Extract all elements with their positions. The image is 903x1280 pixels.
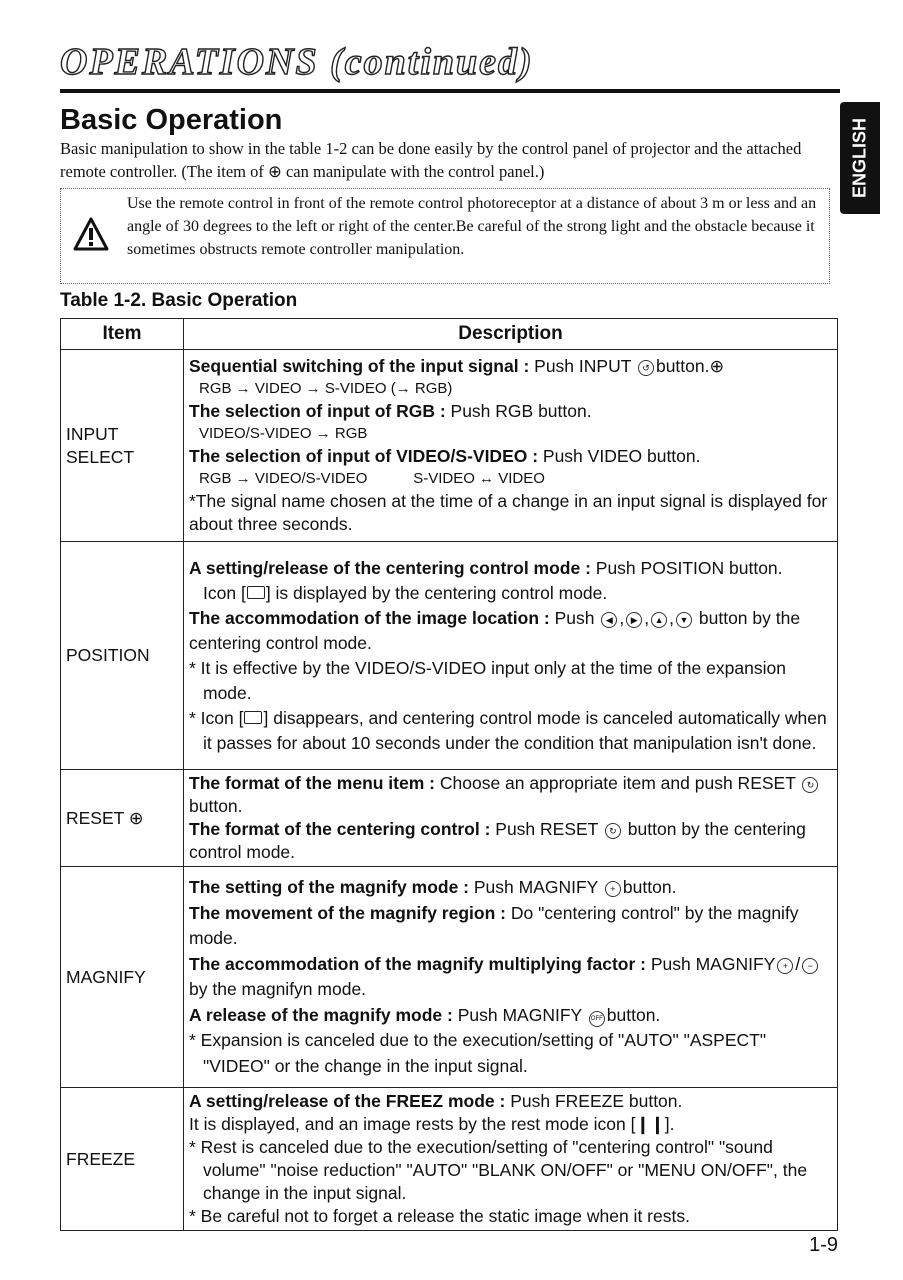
item-position: POSITION <box>61 542 184 770</box>
desc-text: button. <box>622 877 677 897</box>
desc-subline: VIDEO/S-VIDEO → RGB <box>199 425 368 442</box>
desc-text: Choose an appropriate item and push RESET <box>439 773 796 793</box>
table-row <box>61 350 838 542</box>
table-header-row <box>61 319 838 350</box>
right-arrow-button-icon: ▶ <box>626 612 642 628</box>
bold-label: The accommodation of the magnify multiplying factor : <box>189 953 651 974</box>
item-freeze: FREEZE <box>61 1088 184 1231</box>
page-number: 1-9 <box>809 1234 838 1256</box>
desc-text: button.⊕ <box>655 356 725 376</box>
item-magnify: MAGNIFY <box>61 867 184 1088</box>
bold-label: Sequential switching of the input signal : <box>189 356 535 376</box>
desc-text: by the magnifyn mode. <box>189 979 367 999</box>
position-screen-icon <box>244 711 262 724</box>
desc-note: * Be careful not to forget a release the static image when it rests. <box>189 1206 690 1226</box>
page-header-title: OPERATIONS (continued) <box>60 41 534 83</box>
caution-text: Use the remote control in front of the remote control photoreceptor at a distance of about 3 m or less and an angle of 30 degrees to the left or right of the center.Be careful of the strong light and the obstacle because it sometimes obstructs remote controller manipulation. <box>127 195 817 258</box>
bold-label: The setting of the magnify mode : <box>189 877 474 897</box>
position-screen-icon <box>247 586 265 599</box>
bold-label: The accommodation of the image location : <box>189 607 555 628</box>
desc-text: button by the centering control mode. <box>189 819 806 862</box>
desc-text: ] disappears, and centering control mode is canceled automatically when it passes for about 10 seconds under the condition that manipulation isn't done. <box>203 707 827 753</box>
desc-text: button. <box>606 1004 661 1025</box>
table-caption: Table 1-2. Basic Operation <box>60 290 298 311</box>
bold-label: The selection of input of VIDEO/S-VIDEO : <box>189 446 543 466</box>
desc-input-select <box>184 350 838 542</box>
desc-text: ] is displayed by the centering control mode. <box>265 582 608 603</box>
desc-note: * Expansion is canceled due to the execution/setting of "AUTO" "ASPECT" "VIDEO" or the change in the input signal. <box>189 1030 767 1076</box>
input-button-icon: ↺ <box>638 360 654 376</box>
desc-text: It is displayed, and an image rests by the rest mode icon [❙❙]. <box>189 1114 675 1134</box>
language-tab-label: ENGLISH <box>849 117 870 199</box>
desc-text: Push RESET <box>495 819 599 839</box>
desc-text: Push RGB button. <box>450 401 592 421</box>
table-row <box>61 542 838 770</box>
down-arrow-button-icon: ▼ <box>676 612 692 628</box>
bold-label: The format of the menu item : <box>189 773 440 793</box>
desc-text: button. <box>189 796 243 816</box>
desc-note: * It is effective by the VIDEO/S-VIDEO input only at the time of the expansion mode. <box>189 657 786 703</box>
desc-text: button by the centering control mode. <box>189 607 801 653</box>
left-arrow-button-icon: ◀ <box>601 612 617 628</box>
magnify-minus-button-icon: − <box>802 958 818 974</box>
desc-text: Push MAGNIFY <box>457 1004 582 1025</box>
item-reset: RESET ⊕ <box>61 770 184 867</box>
header-rule <box>60 89 840 93</box>
desc-text: Push VIDEO button. <box>542 446 701 466</box>
header-description: Description <box>184 319 838 350</box>
desc-reset <box>184 770 838 867</box>
bold-label: The movement of the magnify region : <box>189 902 511 923</box>
desc-position: A setting/release of the centering control mode : Push POSITION button. Icon [ ] is displayed by the centering control mode. The accommodation of the image location : Push ◀ , ▶ , ▲ , ▼ button by the centering control mode. * It is effective by the VIDEO/S-VIDEO input only at the time of the expansion mode. * Icon [ ] disappears, and centering control mode is canceled automatically when it passes for about 10 seconds under the condition that manipulation isn't done. <box>184 542 838 770</box>
desc-subline: RGB → VIDEO → S-VIDEO (→ RGB) <box>199 380 453 397</box>
magnify-plus-button-icon: + <box>777 958 793 974</box>
desc-text: Push MAGNIFY <box>473 877 599 897</box>
table-row <box>61 1088 838 1231</box>
intro-paragraph: Basic manipulation to show in the table 1-2 can be done easily by the control panel of projector and the attached remote controller. (The item of ⊕ can manipulate with the control panel.) <box>60 139 802 181</box>
desc-text: Push FREEZE button. <box>510 1091 683 1111</box>
bold-label: A setting/release of the FREEZ mode : <box>189 1091 511 1111</box>
magnify-plus-button-icon: + <box>605 881 621 897</box>
desc-magnify: The setting of the magnify mode : Push MAGNIFY + button. The movement of the magnify region : Do "centering control" by the magnify mode. The accommodation of the magnify multiplying factor : Push MAGNIFY + / − by the magnifyn mode. A release of the magnify mode : Push MAGNIFY OFF button. * Expansion is canceled due to the execution/setting of "AUTO" "ASPECT" "VIDEO" or the change in the input signal. <box>184 867 838 1088</box>
desc-text: Push POSITION button. <box>595 557 783 578</box>
reset-button-icon: ↻ <box>605 823 621 839</box>
desc-text: Icon [ <box>203 582 246 603</box>
header-item: Item <box>61 319 184 350</box>
bold-label: The selection of input of RGB : <box>189 401 451 421</box>
table-row <box>61 867 838 1088</box>
desc-text: Push <box>554 607 595 628</box>
desc-note: *The signal name chosen at the time of a change in an input signal is displayed for about three seconds. <box>189 491 828 534</box>
bold-label: A release of the magnify mode : <box>189 1004 458 1025</box>
bold-label: A setting/release of the centering control mode : <box>189 557 596 578</box>
desc-text: Push MAGNIFY <box>650 953 776 974</box>
desc-text: Push INPUT <box>534 356 632 376</box>
desc-subline: RGB → VIDEO/S-VIDEO S-VIDEO ↔ VIDEO <box>199 470 545 487</box>
language-tab <box>840 102 880 214</box>
bold-label: The format of the centering control : <box>189 819 496 839</box>
caution-box <box>60 188 830 284</box>
warning-triangle-icon <box>73 217 109 251</box>
reset-button-icon: ↻ <box>802 777 818 793</box>
desc-freeze <box>184 1088 838 1231</box>
basic-operation-table <box>60 318 838 1231</box>
item-input-select: INPUT SELECT <box>61 350 184 542</box>
table-row <box>61 770 838 867</box>
up-arrow-button-icon: ▲ <box>651 612 667 628</box>
section-title: Basic Operation <box>60 104 283 136</box>
desc-note: * Rest is canceled due to the execution/setting of "centering control" "sound volume" "noise reduction" "AUTO" "BLANK ON/OFF" or "MENU ON/OFF", the change in the input signal. <box>189 1137 808 1203</box>
desc-text: * Icon [ <box>189 707 244 728</box>
desc-text: Do "centering control" by the magnify mode. <box>189 902 799 948</box>
magnify-off-button-icon: OFF <box>589 1011 605 1027</box>
